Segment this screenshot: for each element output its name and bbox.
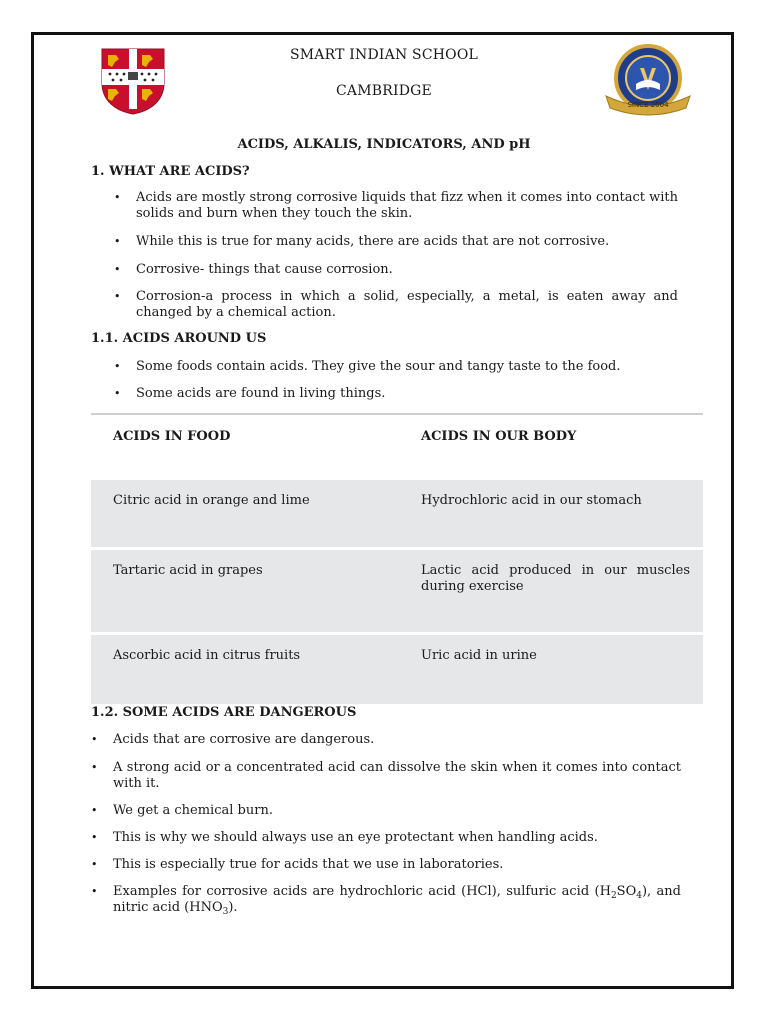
table-row: [91, 550, 703, 632]
bullet-item: • This is why we should always use an eye protectant when handling acids.: [113, 830, 681, 846]
school-name: SMART INDIAN SCHOOL: [289, 47, 479, 63]
bullet-item-corrosive-examples: • Examples for corrosive acids are hydrochloric acid (HCl), sulfuric acid $(H_2SO_4)$, and nitric acid $(HNO_3)$.: [113, 884, 681, 916]
school-emblem-logo: [600, 40, 696, 120]
table-header-body: ACIDS IN OUR BODY: [421, 429, 577, 444]
table-cell-food: Tartaric acid in grapes: [113, 563, 263, 578]
table-cell-body: Uric acid in urine: [421, 648, 537, 663]
bullet-item: • While this is true for many acids, there are acids that are not corrosive.: [136, 234, 678, 250]
bullet-item: • Acids are mostly strong corrosive liquids that fizz when it comes into contact with solids and burn when they touch the skin.: [136, 190, 678, 222]
bullet-item: • A strong acid or a concentrated acid can dissolve the skin when it comes into contact with it.: [113, 760, 681, 792]
section-heading-dangerous-acids: 1.2. SOME ACIDS ARE DANGEROUS: [91, 705, 357, 720]
section-heading-what-are-acids: 1. WHAT ARE ACIDS?: [91, 164, 250, 179]
table-cell-food: Ascorbic acid in citrus fruits: [113, 648, 301, 663]
table-top-divider: [91, 413, 703, 415]
table-cell-body: Hydrochloric acid in our stomach: [421, 493, 642, 508]
table-cell-food: Citric acid in orange and lime: [113, 493, 310, 508]
page-title: ACIDS, ALKALIS, INDICATORS, AND pH: [237, 137, 531, 152]
bullet-item: • Corrosion-a process in which a solid, especially, a metal, is eaten away and changed by a chemical action.: [136, 289, 678, 321]
bullet-item: • This is especially true for acids that we use in laboratories.: [113, 857, 681, 873]
bullet-item: • Some acids are found in living things.: [136, 386, 678, 402]
table-row: [91, 480, 703, 547]
table-cell-body: Lactic acid produced in our muscles during exercise: [421, 563, 690, 594]
table-row: [91, 635, 703, 704]
bullet-item: • Acids that are corrosive are dangerous.: [113, 732, 681, 748]
section-heading-acids-around-us: 1.1. ACIDS AROUND US: [91, 331, 267, 346]
bullet-item: • We get a chemical burn.: [113, 803, 681, 819]
emblem-banner-text: SINCE 2004: [627, 101, 669, 109]
table-header-food: ACIDS IN FOOD: [113, 429, 231, 444]
bullet-item: • Corrosive- things that cause corrosion.: [136, 262, 678, 278]
school-board: CAMBRIDGE: [336, 83, 432, 99]
bullet-item: • Some foods contain acids. They give the sour and tangy taste to the food.: [136, 359, 678, 375]
